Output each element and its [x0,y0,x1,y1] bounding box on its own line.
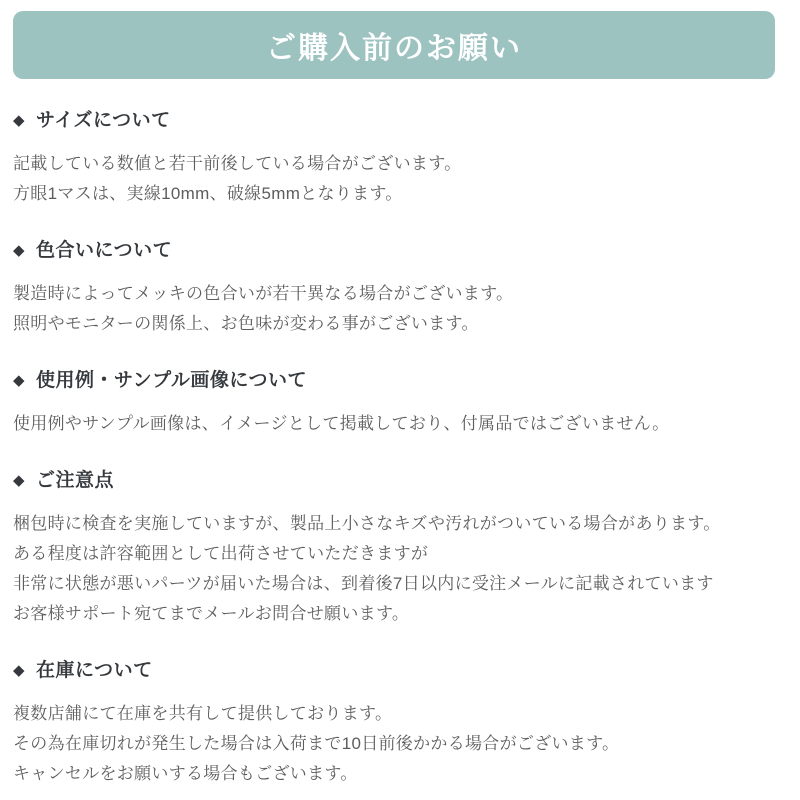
section-stock [0,659,800,789]
body-line: 複数店舗にて在庫を共有して提供しております。 [13,704,393,723]
section-heading [13,109,787,133]
heading-text: ご注意点 [36,470,115,491]
heading-text: 使用例・サンプル画像について [36,370,307,391]
body-line: 照明やモニターの関係上、お色味が変わる事がございます。 [13,314,479,333]
section-color [0,239,800,339]
body-line: 記載している数値と若干前後している場合がございます。 [13,154,462,173]
diamond-bullet-icon: ◆ [13,242,26,259]
body-line: 非常に状態が悪いパーツが届いた場合は、到着後7日以内に受注メールに記載されています [13,574,714,593]
diamond-bullet-icon: ◆ [13,112,26,129]
notice-banner [13,11,775,79]
diamond-bullet-icon: ◆ [13,662,26,679]
body-line: 方眼1マスは、実線10mm、破線5mmとなります。 [13,184,403,203]
heading-text: 在庫について [36,660,153,681]
body-line: その為在庫切れが発生した場合は入荷まで10日前後かかる場合がございます。 [13,734,620,753]
body-line: お客様サポート宛てまでメールお問合せ願います。 [13,604,410,623]
section-heading [13,369,787,393]
section-sample-images [0,369,800,439]
section-cautions [0,469,800,629]
section-heading [13,469,787,493]
diamond-bullet-icon: ◆ [13,472,26,489]
body-line: 使用例やサンプル画像は、イメージとして掲載しており、付属品ではございません。 [13,414,670,433]
body-line: 製造時によってメッキの色合いが若干異なる場合がございます。 [13,284,514,303]
heading-text: 色合いについて [36,240,173,261]
section-heading [13,239,787,263]
diamond-bullet-icon: ◆ [13,372,26,389]
banner-title: ご購入前のお願い [266,32,522,65]
section-size [0,109,800,209]
heading-text: サイズについて [36,110,171,131]
body-line: キャンセルをお願いする場合もございます。 [13,764,358,783]
section-heading [13,659,787,683]
body-line: 梱包時に検査を実施していますが、製品上小さなキズや汚れがついている場合があります。 [13,514,721,533]
body-line: ある程度は許容範囲として出荷させていただきますが [13,544,429,563]
